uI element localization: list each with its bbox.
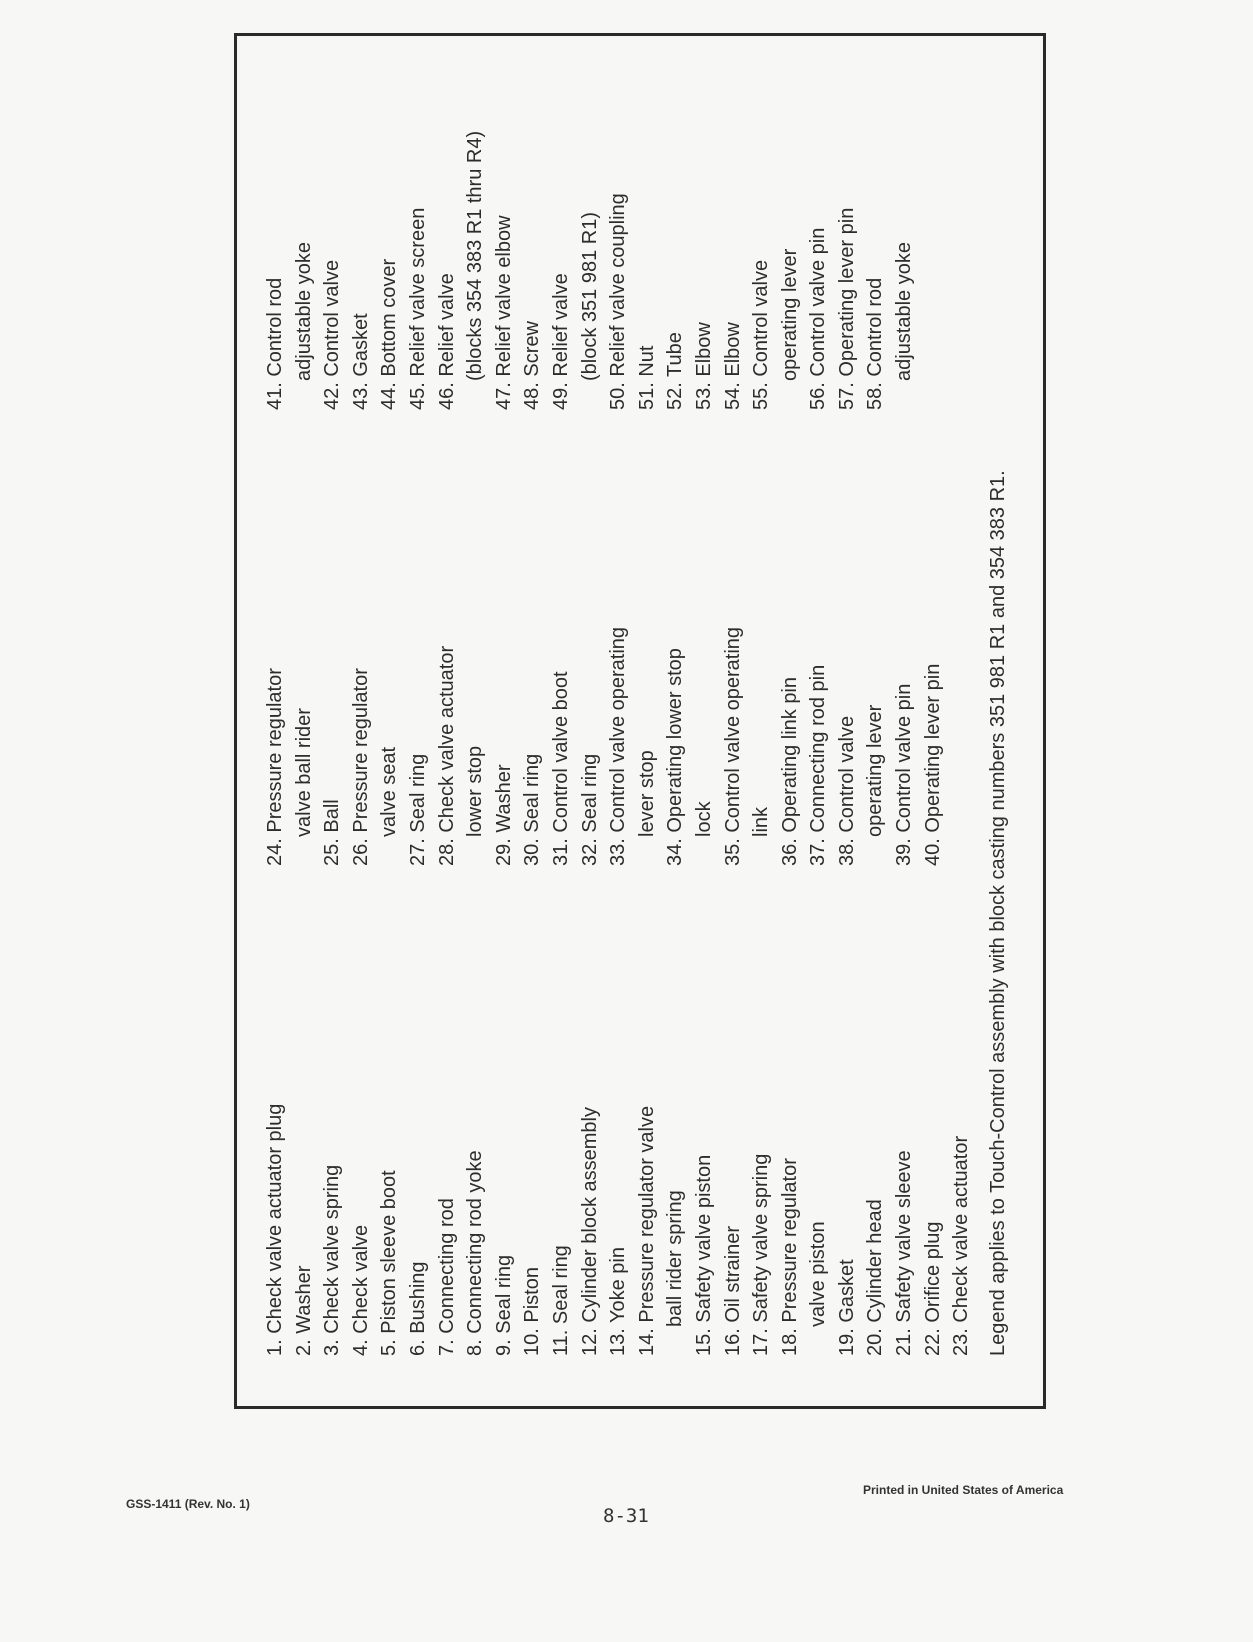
- part-item: 38. Control valve: [835, 715, 858, 866]
- part-item-continuation: valve seat: [378, 746, 401, 837]
- part-item: 3. Check valve spring: [321, 1164, 344, 1356]
- parts-column-3: [261, 131, 919, 410]
- part-item: 8. Connecting rod yoke: [464, 1150, 487, 1356]
- part-item: 6. Bushing: [406, 1261, 429, 1356]
- part-item: 14. Pressure regulator valve: [635, 1105, 658, 1356]
- part-item: 53. Elbow: [692, 322, 715, 410]
- part-item: 4. Check valve: [349, 1224, 372, 1356]
- part-item-continuation: valve ball rider: [292, 708, 315, 837]
- parts-column-2: [261, 627, 947, 866]
- part-item: 39. Control valve pin: [893, 683, 916, 866]
- part-item: 41. Control rod: [264, 277, 286, 410]
- part-item: 45. Relief valve screen: [406, 207, 429, 410]
- part-item: 52. Tube: [664, 332, 687, 410]
- part-item: 30. Seal ring: [521, 753, 544, 866]
- part-item: 1. Check valve actuator plug: [264, 1103, 286, 1356]
- part-item: 33. Control valve operating: [607, 626, 630, 866]
- part-item: 44. Bottom cover: [378, 258, 401, 410]
- part-item: 43. Gasket: [349, 313, 372, 410]
- part-item: 58. Control rod: [864, 277, 887, 410]
- part-item: 28. Check valve actuator: [435, 645, 458, 866]
- part-item: 19. Gasket: [835, 1259, 858, 1356]
- part-item: 22. Orifice plug: [921, 1221, 944, 1356]
- printed-note: Printed in United States of America: [863, 1483, 1064, 1497]
- part-item: 24. Pressure regulator: [264, 668, 286, 866]
- part-item: 26. Pressure regulator: [349, 668, 372, 866]
- part-item: 48. Screw: [521, 321, 544, 410]
- part-item: 10. Piston: [521, 1267, 544, 1356]
- part-item: 2. Washer: [292, 1265, 315, 1356]
- part-item: 9. Seal ring: [492, 1254, 515, 1356]
- part-item: 16. Oil strainer: [721, 1225, 744, 1356]
- part-item-continuation: lever stop: [635, 750, 658, 837]
- part-item: 23. Check valve actuator: [950, 1135, 973, 1356]
- part-item: 34. Operating lower stop: [664, 648, 687, 866]
- part-item: 18. Pressure regulator: [778, 1158, 801, 1356]
- part-item: 55. Control valve: [750, 259, 773, 410]
- part-item: 5. Piston sleeve boot: [378, 1170, 401, 1356]
- part-item: 56. Control valve pin: [807, 227, 830, 410]
- part-item: 20. Cylinder head: [864, 1199, 887, 1356]
- part-item-continuation: lock: [692, 801, 715, 837]
- part-item-continuation: adjustable yoke: [893, 242, 916, 381]
- part-item: 51. Nut: [635, 345, 658, 410]
- part-item: 37. Connecting rod pin: [807, 664, 830, 866]
- part-item: 13. Yoke pin: [607, 1247, 630, 1356]
- part-item: 12. Cylinder block assembly: [578, 1107, 601, 1356]
- part-item-continuation: ball rider spring: [664, 1190, 687, 1327]
- rotated-legend-content: [237, 36, 1046, 1409]
- part-item: 40. Operating lever pin: [921, 663, 944, 866]
- part-item: 15. Safety valve piston: [692, 1154, 715, 1356]
- part-item: 42. Control valve: [321, 259, 344, 410]
- legend-note: Legend applies to Touch-Control assembly with block casting numbers 351 981 R1 and 354 383 R1.: [987, 470, 1009, 1356]
- part-item: 21. Safety valve sleeve: [893, 1150, 916, 1356]
- part-item: 7. Connecting rod: [435, 1198, 458, 1356]
- part-item: 50. Relief valve coupling: [607, 193, 630, 410]
- part-item: 47. Relief valve elbow: [492, 215, 515, 410]
- part-item: 31. Control valve boot: [549, 671, 572, 866]
- part-item: 57. Operating lever pin: [835, 207, 858, 410]
- part-item-continuation: operating lever: [864, 704, 887, 837]
- page-number: 8-31: [603, 1505, 649, 1527]
- part-item-continuation: valve piston: [807, 1221, 830, 1327]
- part-item: 11. Seal ring: [549, 1245, 572, 1356]
- part-item-continuation: adjustable yoke: [292, 242, 315, 381]
- part-item: 54. Elbow: [721, 322, 744, 410]
- part-item-continuation: (block 351 981 R1): [578, 212, 601, 381]
- legend-frame: [234, 33, 1046, 1409]
- part-item-continuation: operating lever: [778, 248, 801, 381]
- part-item: 32. Seal ring: [578, 753, 601, 866]
- part-item: 17. Safety valve spring: [750, 1153, 773, 1356]
- parts-column-1: [261, 1104, 976, 1356]
- document-id: GSS-1411 (Rev. No. 1): [126, 1497, 250, 1511]
- part-item: 25. Ball: [321, 799, 344, 866]
- part-item: 27. Seal ring: [406, 753, 429, 866]
- part-item: 49. Relief valve: [549, 273, 572, 410]
- part-item: 46. Relief valve: [435, 273, 458, 410]
- part-item-continuation: lower stop: [464, 745, 487, 837]
- part-item-continuation: link: [750, 806, 773, 837]
- part-item: 35. Control valve operating: [721, 626, 744, 866]
- part-item: 29. Washer: [492, 764, 515, 866]
- part-item: 36. Operating link pin: [778, 676, 801, 866]
- part-item-continuation: (blocks 354 383 R1 thru R4): [464, 130, 487, 381]
